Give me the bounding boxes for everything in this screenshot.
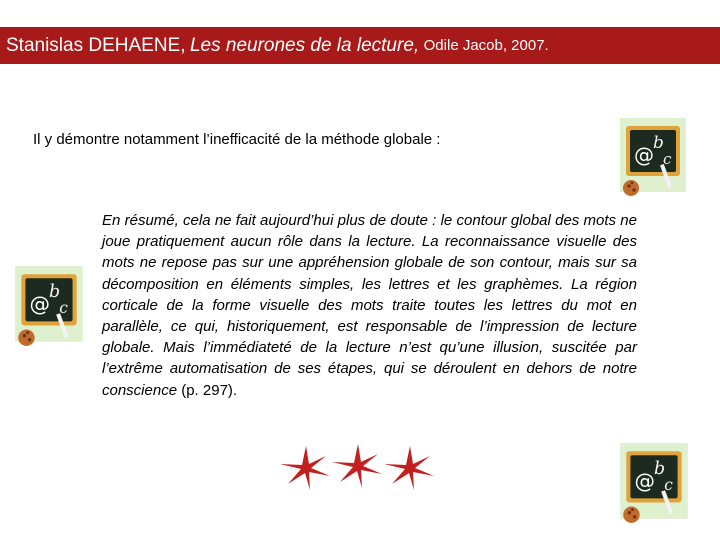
- svg-text:c: c: [663, 150, 672, 168]
- svg-text:@: @: [634, 143, 654, 167]
- star-ornament-icon: [278, 444, 438, 492]
- svg-text:b: b: [653, 133, 664, 153]
- chalkboard-icon: [620, 443, 688, 525]
- quote-block: [102, 210, 637, 401]
- chalkboard-icon: [620, 118, 686, 198]
- header-author: Stanislas DEHAENE,: [6, 34, 186, 56]
- star-icon: [280, 446, 330, 490]
- svg-text:c: c: [59, 299, 68, 318]
- header-publisher: Odile Jacob, 2007.: [423, 37, 549, 54]
- svg-text:@: @: [634, 469, 656, 494]
- header-book-title: Les neurones de la lecture,: [189, 34, 420, 56]
- svg-text:@: @: [29, 292, 51, 317]
- title-banner: [0, 27, 720, 64]
- svg-text:b: b: [654, 458, 666, 479]
- chalkboard-icon: [15, 266, 83, 348]
- quote-page-reference: (p. 297).: [181, 381, 238, 399]
- star-icon: [332, 444, 382, 488]
- svg-text:c: c: [664, 476, 673, 495]
- quote-text: En résumé, cela ne fait aujourd’hui plus de doute : le contour global des mots ne joue pratiquement aucun rôle dans la lecture. La reconnaissance visuelle des mots ne repose pas sur une appréhension globale de son contour, mais sur sa décomposition en éléments simples, les lettres et les graphèmes. La région corticale de la forme visuelle des mots traite toutes les lettres du mot en parallèle, ce qui, historiquement, est responsable de l’impression de lecture globale. Mais l’immédiateté de la lecture n’est qu’une illusion, suscitée par l’extrême automatisation de ses étapes, qui se déroulent en dehors de notre conscience: [102, 212, 637, 399]
- intro-text: Il y démontre notamment l’inefficacité de la méthode globale :: [33, 131, 441, 148]
- star-icon: [384, 446, 434, 490]
- svg-text:b: b: [49, 281, 61, 302]
